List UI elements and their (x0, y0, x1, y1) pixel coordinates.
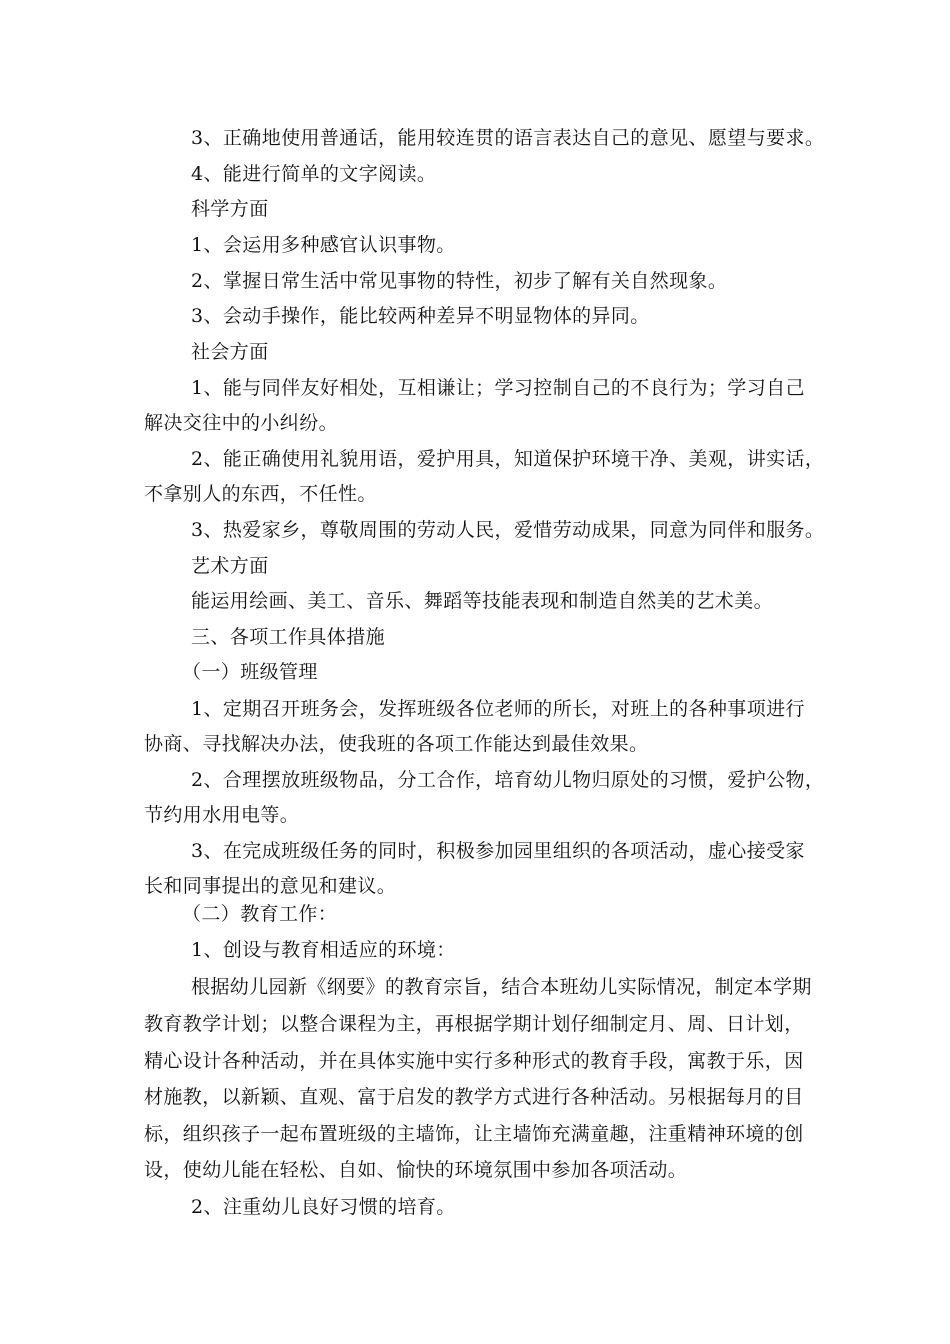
text-line: 教育教学计划；以整合课程为主，再根据学期计划仔细制定月、周、日计划， (144, 1013, 804, 1035)
text-line: 1、会运用多种感官认识事物。 (191, 234, 456, 256)
text-line: 节约用水用电等。 (144, 804, 300, 826)
text-line: 2、能正确使用礼貌用语，爱护用具，知道保护环境干净、美观，讲实话， (191, 448, 825, 470)
text-line: 3、热爱家乡，尊敬周围的劳动人民，爱惜劳动成果，同意为同伴和服务。 (191, 519, 825, 541)
text-line: 能运用绘画、美工、音乐、舞蹈等技能表现和制造自然美的艺术美。 (191, 590, 774, 612)
text-line: 2、注重幼儿良好习惯的培育。 (191, 1196, 456, 1218)
text-line: 设，使幼儿能在轻松、自如、愉快的环境氛围中参加各项活动。 (144, 1159, 688, 1181)
text-line: 解决交往中的小纠纷。 (144, 412, 339, 434)
text-line: 3、会动手操作，能比较两种差异不明显物体的异同。 (191, 305, 650, 327)
text-line: 4、能进行简单的文字阅读。 (191, 163, 437, 185)
text-line: 3、正确地使用普通话，能用较连贯的语言表达自己的意见、愿望与要求。 (191, 127, 825, 149)
text-line: 协商、寻找解决办法，使我班的各项工作能达到最佳效果。 (144, 733, 649, 755)
text-line: 精心设计各种活动，并在具体实施中实行多种形式的教育手段，寓教于乐，因 (144, 1050, 804, 1072)
text-line: 1、能与同伴友好相处，互相谦让；学习控制自己的不良行为；学习自己 (191, 377, 805, 399)
subsection-heading-class-management: （一）班级管理 (182, 661, 318, 683)
text-line: 1、定期召开班务会，发挥班级各位老师的所长，对班上的各种事项进行 (191, 698, 805, 720)
subsection-heading-education: （二）教育工作： (182, 903, 338, 925)
section-heading-science: 科学方面 (191, 198, 269, 220)
text-line: 3、在完成班级任务的同时，积极参加园里组织的各项活动，虚心接受家 (191, 840, 805, 862)
text-line: 不拿别人的东西，不任性。 (144, 483, 377, 505)
text-line: 标，组织孩子一起布置班级的主墙饰，让主墙饰充满童趣，注重精神环境的创 (144, 1123, 804, 1145)
text-line: 2、掌握日常生活中常见事物的特性，初步了解有关自然现象。 (191, 270, 728, 292)
section-heading-measures: 三、各项工作具体措施 (191, 626, 386, 648)
section-heading-art: 艺术方面 (191, 555, 269, 577)
section-heading-social: 社会方面 (191, 341, 269, 363)
text-line: 长和同事提出的意见和建议。 (144, 875, 397, 897)
text-line: 2、合理摆放班级物品，分工合作，培育幼儿物归原处的习惯，爱护公物， (191, 769, 825, 791)
text-line: 材施教，以新颖、直观、富于启发的教学方式进行各种活动。另根据每月的目 (144, 1086, 804, 1108)
text-line: 根据幼儿园新《纲要》的教育宗旨，结合本班幼儿实际情况，制定本学期 (191, 976, 812, 998)
text-line: 1、创设与教育相适应的环境： (191, 939, 456, 961)
